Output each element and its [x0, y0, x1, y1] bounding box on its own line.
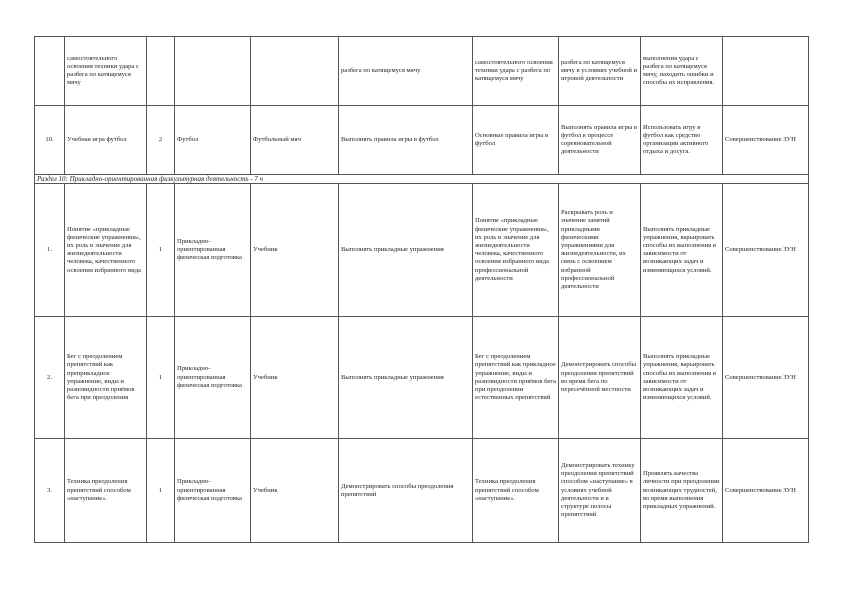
knowledge-cell: Техника преодоления препятствий способом «наступание».	[473, 439, 559, 543]
competence-cell: Выполнять прикладные упражнения, варьировать способы их выполнения в зависимости от возникающих задач и изменяющихся условий.	[641, 317, 723, 439]
equipment-cell: Учебник	[251, 439, 339, 543]
lesson-type-cell: Совершенствование ЗУН	[723, 439, 809, 543]
hours-cell: 2	[147, 106, 175, 175]
topic-cell: Техника преодоления препятствий способом «наступание».	[65, 439, 147, 543]
skills-cell: Раскрывать роль и значение занятий прикладными физическими упражнениями для жизнедеятельности, их связь с освоением избранной профессиональной деятельности	[559, 184, 641, 317]
topic-cell: Учебная игра футбол	[65, 106, 147, 175]
skills-cell: разбега по катящемуся мячу в условиях учебной и игровой деятельности	[559, 37, 641, 106]
knowledge-cell: Основные правила игры в футбол	[473, 106, 559, 175]
activity-cell: Выполнять прикладные упражнения	[339, 317, 473, 439]
equipment-cell: Учебник	[251, 317, 339, 439]
lesson-type-cell	[723, 37, 809, 106]
equipment-cell	[251, 37, 339, 106]
table-row	[35, 106, 809, 175]
activity-cell: Демонстрировать способы преодоления препятствий	[339, 439, 473, 543]
element-cell	[175, 37, 251, 106]
element-cell: Прикладно-ориентированная физическая подготовка	[175, 439, 251, 543]
hours-cell: 1	[147, 439, 175, 543]
knowledge-cell: самостоятельного освоения техники удара с разбега по катящемуся мячу	[473, 37, 559, 106]
row-number: 3.	[35, 439, 65, 543]
table-row	[35, 439, 809, 543]
skills-cell: Демонстрировать способы преодоления препятствий во время бега по пересечённой местности	[559, 317, 641, 439]
equipment-cell: Футбольный мяч	[251, 106, 339, 175]
hours-cell: 1	[147, 184, 175, 317]
hours-cell	[147, 37, 175, 106]
activity-cell: Выполнять правила игры в футбол	[339, 106, 473, 175]
equipment-cell: Учебник	[251, 184, 339, 317]
knowledge-cell: Бег с преодолением препятствий как прикладное упражнение, виды и разновидности приёмов бега при преодолении естественных препятствий	[473, 317, 559, 439]
table-row	[35, 184, 809, 317]
element-cell: Прикладно-ориентированная физическая подготовка	[175, 317, 251, 439]
hours-cell: 1	[147, 317, 175, 439]
skills-cell: Выполнять правила игры в футбол в процессе соревновательной деятельности	[559, 106, 641, 175]
skills-cell: Демонстрировать технику преодоления препятствий способом «наступание» в условиях учебной деятельности и в структуре полосы препятствий	[559, 439, 641, 543]
element-cell: Футбол	[175, 106, 251, 175]
lesson-type-cell: Совершенствование ЗУН	[723, 106, 809, 175]
row-number: 2.	[35, 317, 65, 439]
lesson-type-cell: Совершенствование ЗУН	[723, 184, 809, 317]
activity-cell: Выполнять прикладные упражнения	[339, 184, 473, 317]
competence-cell: Выполнять прикладные упражнения, варьировать способы их выполнения в зависимости от возникающих задач и изменяющихся условий.	[641, 184, 723, 317]
table-row	[35, 37, 809, 106]
section-title: Раздел 10: Прикладно-ориентированная физкультурная деятельность - 7 ч	[35, 175, 809, 184]
competence-cell: Проявлять качества личности при преодолении возникающих трудностей, во время выполнения прикладных упражнений.	[641, 439, 723, 543]
topic-cell: Бег с преодолением препятствий как преприкладное упражнение, виды и разновидности приёмов бега при преодоления	[65, 317, 147, 439]
row-number: 1.	[35, 184, 65, 317]
activity-cell: разбега по катящемуся мячу	[339, 37, 473, 106]
competence-cell: выполнения удара с разбега по катящемуся мячу, находить ошибки и способы их исправления.	[641, 37, 723, 106]
topic-cell: Понятие «прикладные физические упражнения», их роль и значение для жизнедеятельности человека, качественного освоения избранного вида	[65, 184, 147, 317]
knowledge-cell: Понятие «прикладные физические упражнения», их роль и значение для жизнедеятельности человека, качественного освоения избранного вида профессиональной деятельности	[473, 184, 559, 317]
section-header-row	[35, 175, 809, 184]
element-cell: Прикладно-ориентированная физическая подготовка	[175, 184, 251, 317]
lesson-plan-table	[34, 36, 809, 543]
row-number: 10.	[35, 106, 65, 175]
table-row	[35, 317, 809, 439]
topic-cell: самостоятельного освоения техники удара с разбега по катящемуся мячу	[65, 37, 147, 106]
competence-cell: Использовать игру в футбол как средство организации активного отдыха и досуга.	[641, 106, 723, 175]
lesson-type-cell: Совершенствование ЗУН	[723, 317, 809, 439]
row-number	[35, 37, 65, 106]
